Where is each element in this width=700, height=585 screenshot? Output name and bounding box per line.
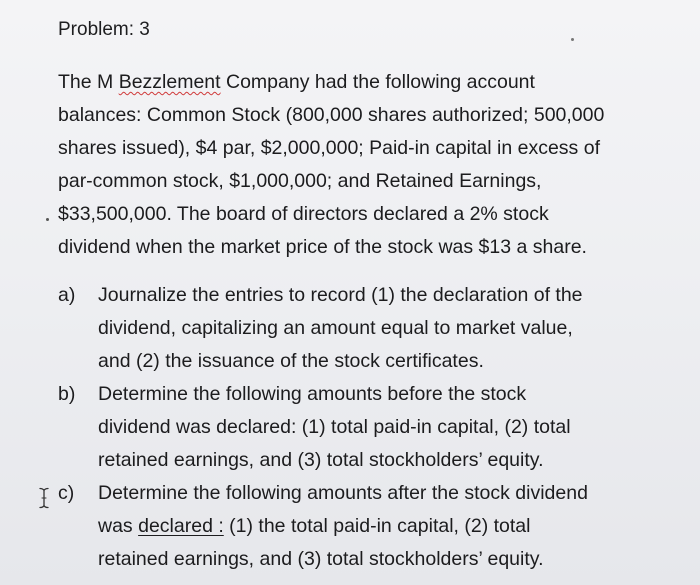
question-c-line-2-prefix: was [98,515,139,537]
question-list [58,279,678,576]
question-a-line-1: Journalize the entries to record (1) the declaration of the [98,284,583,306]
question-c-line-2 [98,510,678,543]
paragraph-line-1-suffix: Company had the following account [220,71,535,93]
question-b-line-2: dividend was declared: (1) total paid-in capital, (2) total [98,416,571,438]
paragraph-line-1-prefix: The M [58,71,119,93]
question-a-line-2: dividend, capitalizing an amount equal to market value, [98,317,573,339]
problem-paragraph [58,66,678,264]
question-c-line-3: retained earnings, and (3) total stockholders’ equity. [98,548,544,570]
text-cursor-icon [38,487,50,509]
decorative-dot [571,38,574,41]
underlined-word: declared : [138,515,224,537]
question-a-line-3: and (2) the issuance of the stock certificates. [98,350,484,372]
question-marker: c) [58,482,75,504]
paragraph-line-4: par-common stock, $1,000,000; and Retained Earnings, [58,170,542,192]
problem-title: Problem: 3 [58,19,150,40]
question-marker: b) [58,383,76,405]
question-item-b [58,378,678,477]
paragraph-line-1 [58,66,678,99]
bullet-dot [46,218,49,221]
question-b-line-1: Determine the following amounts before the stock [98,383,527,405]
question-item-c [58,477,678,576]
paragraph-line-5: $33,500,000. The board of directors declared a 2% stock [58,203,549,225]
question-marker: a) [58,284,76,306]
question-c-line-1: Determine the following amounts after the stock dividend [98,482,588,504]
spellcheck-word: Bezzlement [118,71,221,93]
paragraph-line-3: shares issued), $4 par, $2,000,000; Paid-in capital in excess of [58,137,600,159]
question-c-line-2-suffix: (1) the total paid-in capital, (2) total [223,515,531,537]
paragraph-line-6: dividend when the market price of the stock was $13 a share. [58,236,587,258]
question-item-a [58,279,678,378]
question-b-line-3: retained earnings, and (3) total stockholders’ equity. [98,449,544,471]
paragraph-line-2: balances: Common Stock (800,000 shares authorized; 500,000 [58,104,605,126]
